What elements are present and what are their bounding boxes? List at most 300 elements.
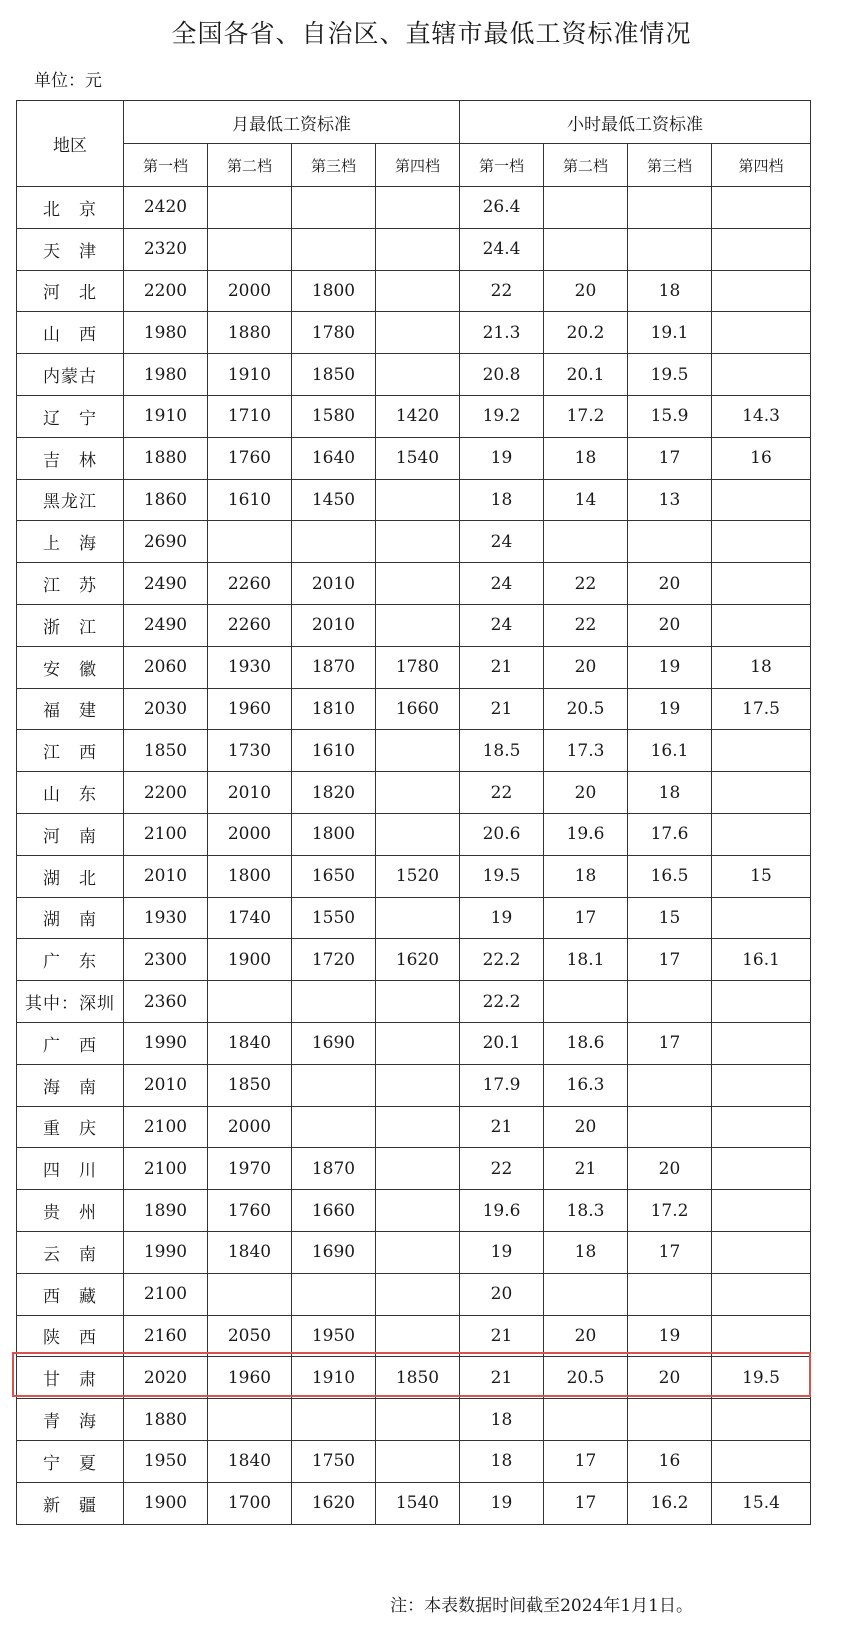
hourly-tier-4-cell <box>712 813 811 855</box>
hourly-tier-3-cell <box>628 228 712 270</box>
table-row <box>17 479 811 521</box>
hourly-tier-3-cell <box>628 187 712 229</box>
monthly-tier-1-cell: 1860 <box>124 479 208 521</box>
region-cell: 江 苏 <box>17 563 124 605</box>
monthly-tier-4-cell <box>376 479 460 521</box>
hourly-tier-4-cell <box>712 354 811 396</box>
monthly-tier-4-cell <box>376 1273 460 1315</box>
table-row <box>17 730 811 772</box>
hourly-tier-1-cell: 18 <box>460 479 544 521</box>
hourly-tier-1-cell: 17.9 <box>460 1064 544 1106</box>
hourly-tier-2-cell <box>544 228 628 270</box>
monthly-tier-2-cell: 2050 <box>208 1315 292 1357</box>
monthly-tier-2-cell: 2000 <box>208 1106 292 1148</box>
region-cell: 重 庆 <box>17 1106 124 1148</box>
hourly-tier-4-cell: 16 <box>712 437 811 479</box>
hourly-tier-3-cell: 16 <box>628 1440 712 1482</box>
monthly-tier-1-cell: 1880 <box>124 437 208 479</box>
hourly-tier-1-cell: 20.1 <box>460 1022 544 1064</box>
table-row <box>17 688 811 730</box>
monthly-tier-2-cell: 1700 <box>208 1482 292 1524</box>
hourly-tier-4-cell: 18 <box>712 646 811 688</box>
monthly-tier-4-cell <box>376 1399 460 1441</box>
monthly-tier-2-cell: 1910 <box>208 354 292 396</box>
hourly-tier-1-cell: 18 <box>460 1399 544 1441</box>
monthly-tier-4-cell <box>376 604 460 646</box>
region-cell: 河 北 <box>17 270 124 312</box>
hourly-tier-1-cell: 19.5 <box>460 855 544 897</box>
hourly-tier-4-cell: 19.5 <box>712 1357 811 1399</box>
monthly-tier-2-cell: 1610 <box>208 479 292 521</box>
hourly-tier-1-cell: 20.8 <box>460 354 544 396</box>
region-cell: 福 建 <box>17 688 124 730</box>
monthly-tier-1-cell: 2160 <box>124 1315 208 1357</box>
monthly-tier-2-cell: 1970 <box>208 1148 292 1190</box>
hourly-tier-2-cell <box>544 1273 628 1315</box>
region-cell: 安 徽 <box>17 646 124 688</box>
hourly-tier-1-cell: 21 <box>460 1315 544 1357</box>
region-cell: 西 藏 <box>17 1273 124 1315</box>
hourly-tier-1-cell: 19.6 <box>460 1190 544 1232</box>
hourly-tier-1-cell: 19.2 <box>460 395 544 437</box>
monthly-tier-1-cell: 2300 <box>124 939 208 981</box>
monthly-tier-2-cell: 2000 <box>208 813 292 855</box>
hourly-tier-3-cell: 15.9 <box>628 395 712 437</box>
monthly-tier-3-cell: 1870 <box>292 646 376 688</box>
table-row <box>17 228 811 270</box>
region-cell: 江 西 <box>17 730 124 772</box>
hourly-tier-1-cell: 24.4 <box>460 228 544 270</box>
hourly-tier-1-cell: 18 <box>460 1440 544 1482</box>
monthly-tier-3-cell: 1810 <box>292 688 376 730</box>
monthly-tier-2-cell: 1800 <box>208 855 292 897</box>
monthly-tier-2-cell: 1840 <box>208 1231 292 1273</box>
monthly-tier-4-cell: 1520 <box>376 855 460 897</box>
monthly-tier-3-cell: 1910 <box>292 1357 376 1399</box>
table-row <box>17 1440 811 1482</box>
monthly-tier-2-cell: 1740 <box>208 897 292 939</box>
hourly-tier-2-cell: 21 <box>544 1148 628 1190</box>
monthly-tier-4-cell <box>376 563 460 605</box>
monthly-tier-3-cell: 1690 <box>292 1022 376 1064</box>
hourly-tier-3-cell: 17.2 <box>628 1190 712 1232</box>
monthly-tier-4-cell: 1660 <box>376 688 460 730</box>
monthly-tier-1-cell: 2320 <box>124 228 208 270</box>
monthly-tier-4-cell <box>376 981 460 1023</box>
hourly-tier-4-cell <box>712 228 811 270</box>
hourly-tier-1-cell: 24 <box>460 521 544 563</box>
region-cell: 山 东 <box>17 772 124 814</box>
hourly-tier-1-cell: 21 <box>460 688 544 730</box>
hourly-tier-4-cell: 15 <box>712 855 811 897</box>
hourly-tier-3-cell: 16.1 <box>628 730 712 772</box>
table-row <box>17 604 811 646</box>
hourly-tier-3-cell: 19.1 <box>628 312 712 354</box>
table-row <box>17 1482 811 1524</box>
monthly-tier-3-cell: 1550 <box>292 897 376 939</box>
hourly-tier-4-cell <box>712 730 811 772</box>
monthly-tier-3-cell: 1690 <box>292 1231 376 1273</box>
table-row <box>17 855 811 897</box>
monthly-tier-3-cell <box>292 1064 376 1106</box>
hourly-tier-3-cell: 13 <box>628 479 712 521</box>
table-row <box>17 646 811 688</box>
hourly-tier-1-header: 第一档 <box>460 144 544 187</box>
table-row <box>17 939 811 981</box>
hourly-tier-1-cell: 26.4 <box>460 187 544 229</box>
hourly-tier-2-cell: 18.1 <box>544 939 628 981</box>
monthly-tier-1-cell: 2360 <box>124 981 208 1023</box>
table-row <box>17 1357 811 1399</box>
hourly-tier-2-cell <box>544 981 628 1023</box>
hourly-tier-3-cell: 20 <box>628 1148 712 1190</box>
hourly-tier-4-cell <box>712 772 811 814</box>
monthly-tier-2-cell <box>208 1273 292 1315</box>
monthly-tier-4-cell <box>376 1315 460 1357</box>
monthly-tier-3-cell: 1850 <box>292 354 376 396</box>
monthly-tier-3-header: 第三档 <box>292 144 376 187</box>
hourly-tier-2-cell: 20.5 <box>544 688 628 730</box>
hourly-tier-4-cell <box>712 1440 811 1482</box>
table-row <box>17 981 811 1023</box>
region-cell: 广 西 <box>17 1022 124 1064</box>
region-cell: 贵 州 <box>17 1190 124 1232</box>
monthly-tier-1-cell: 2060 <box>124 646 208 688</box>
monthly-tier-4-cell <box>376 1190 460 1232</box>
monthly-tier-2-cell <box>208 187 292 229</box>
region-cell: 湖 北 <box>17 855 124 897</box>
monthly-tier-3-cell <box>292 1273 376 1315</box>
monthly-tier-4-cell: 1540 <box>376 437 460 479</box>
monthly-tier-3-cell <box>292 981 376 1023</box>
hourly-tier-4-cell <box>712 1148 811 1190</box>
hourly-tier-4-cell <box>712 1064 811 1106</box>
monthly-tier-1-cell: 1880 <box>124 1399 208 1441</box>
table-row <box>17 1022 811 1064</box>
hourly-tier-4-cell <box>712 1022 811 1064</box>
hourly-tier-4-cell: 17.5 <box>712 688 811 730</box>
hourly-tier-4-cell <box>712 1315 811 1357</box>
region-cell: 河 南 <box>17 813 124 855</box>
hourly-tier-2-cell: 17 <box>544 897 628 939</box>
hourly-tier-3-cell: 17 <box>628 1022 712 1064</box>
monthly-tier-4-cell: 1620 <box>376 939 460 981</box>
hourly-tier-4-cell <box>712 1399 811 1441</box>
monthly-tier-2-cell: 1930 <box>208 646 292 688</box>
hourly-tier-2-cell: 17.2 <box>544 395 628 437</box>
hourly-tier-3-cell <box>628 521 712 563</box>
monthly-tier-2-cell <box>208 981 292 1023</box>
hourly-tier-4-cell <box>712 981 811 1023</box>
hourly-tier-4-header: 第四档 <box>712 144 811 187</box>
region-cell: 海 南 <box>17 1064 124 1106</box>
table-row <box>17 395 811 437</box>
hourly-tier-4-cell <box>712 1106 811 1148</box>
monthly-tier-4-cell <box>376 1022 460 1064</box>
hourly-tier-1-cell: 22.2 <box>460 981 544 1023</box>
monthly-tier-4-cell: 1540 <box>376 1482 460 1524</box>
monthly-tier-2-cell: 1760 <box>208 1190 292 1232</box>
monthly-tier-3-cell <box>292 228 376 270</box>
monthly-tier-2-cell: 1880 <box>208 312 292 354</box>
monthly-tier-2-cell: 1960 <box>208 688 292 730</box>
hourly-tier-3-cell: 19 <box>628 646 712 688</box>
monthly-tier-4-cell <box>376 187 460 229</box>
monthly-tier-3-cell: 1870 <box>292 1148 376 1190</box>
table-row <box>17 521 811 563</box>
hourly-tier-3-cell: 19 <box>628 1315 712 1357</box>
monthly-tier-3-cell: 1820 <box>292 772 376 814</box>
hourly-tier-3-cell: 19 <box>628 688 712 730</box>
monthly-tier-2-cell: 1900 <box>208 939 292 981</box>
monthly-tier-2-cell: 2260 <box>208 604 292 646</box>
hourly-tier-2-cell: 17.3 <box>544 730 628 772</box>
monthly-tier-2-cell: 2260 <box>208 563 292 605</box>
hourly-tier-2-header: 第二档 <box>544 144 628 187</box>
monthly-tier-4-cell <box>376 897 460 939</box>
monthly-tier-2-cell <box>208 228 292 270</box>
monthly-tier-2-cell: 1760 <box>208 437 292 479</box>
region-cell: 青 海 <box>17 1399 124 1441</box>
hourly-tier-4-cell <box>712 521 811 563</box>
hourly-tier-2-cell: 18 <box>544 1231 628 1273</box>
table-row <box>17 437 811 479</box>
monthly-tier-3-cell: 1580 <box>292 395 376 437</box>
monthly-tier-3-cell <box>292 521 376 563</box>
region-cell: 吉 林 <box>17 437 124 479</box>
hourly-tier-3-cell: 17 <box>628 939 712 981</box>
hourly-tier-3-cell: 16.5 <box>628 855 712 897</box>
table-row <box>17 187 811 229</box>
monthly-tier-3-cell <box>292 1106 376 1148</box>
hourly-tier-1-cell: 19 <box>460 1482 544 1524</box>
table-row <box>17 1231 811 1273</box>
table-row <box>17 354 811 396</box>
hourly-tier-1-cell: 21.3 <box>460 312 544 354</box>
hourly-tier-2-cell: 18.3 <box>544 1190 628 1232</box>
monthly-tier-3-cell: 2010 <box>292 604 376 646</box>
region-cell: 上 海 <box>17 521 124 563</box>
monthly-tier-4-cell <box>376 1148 460 1190</box>
monthly-tier-2-cell: 1960 <box>208 1357 292 1399</box>
monthly-tier-1-cell: 2490 <box>124 563 208 605</box>
hourly-tier-1-cell: 22.2 <box>460 939 544 981</box>
region-cell: 陕 西 <box>17 1315 124 1357</box>
hourly-tier-1-cell: 24 <box>460 563 544 605</box>
hourly-tier-3-cell: 20 <box>628 604 712 646</box>
hourly-tier-4-cell: 14.3 <box>712 395 811 437</box>
hourly-tier-3-cell <box>628 1064 712 1106</box>
monthly-tier-1-header: 第一档 <box>124 144 208 187</box>
monthly-tier-2-header: 第二档 <box>208 144 292 187</box>
monthly-tier-3-cell <box>292 1399 376 1441</box>
monthly-tier-3-cell: 1800 <box>292 813 376 855</box>
table-row <box>17 563 811 605</box>
hourly-tier-2-cell: 20 <box>544 1106 628 1148</box>
hourly-tier-3-cell: 17 <box>628 1231 712 1273</box>
hourly-tier-3-cell: 17 <box>628 437 712 479</box>
monthly-tier-4-cell <box>376 730 460 772</box>
monthly-tier-3-cell: 1800 <box>292 270 376 312</box>
region-header: 地区 <box>17 101 124 187</box>
monthly-tier-2-cell <box>208 1399 292 1441</box>
monthly-tier-1-cell: 2030 <box>124 688 208 730</box>
monthly-tier-2-cell: 1850 <box>208 1064 292 1106</box>
region-cell: 其中：深圳 <box>17 981 124 1023</box>
region-cell: 黑龙江 <box>17 479 124 521</box>
monthly-tier-1-cell: 1990 <box>124 1022 208 1064</box>
monthly-tier-1-cell: 1890 <box>124 1190 208 1232</box>
hourly-tier-2-cell: 14 <box>544 479 628 521</box>
table-body <box>17 187 811 1525</box>
monthly-tier-1-cell: 2690 <box>124 521 208 563</box>
monthly-tier-4-cell <box>376 521 460 563</box>
hourly-tier-3-cell <box>628 1399 712 1441</box>
monthly-tier-2-cell: 2000 <box>208 270 292 312</box>
region-cell: 山 西 <box>17 312 124 354</box>
hourly-tier-1-cell: 21 <box>460 1106 544 1148</box>
hourly-tier-4-cell <box>712 312 811 354</box>
table-row <box>17 270 811 312</box>
region-cell: 新 疆 <box>17 1482 124 1524</box>
monthly-tier-3-cell: 1610 <box>292 730 376 772</box>
monthly-tier-4-cell: 1780 <box>376 646 460 688</box>
hourly-tier-2-cell: 20.1 <box>544 354 628 396</box>
monthly-tier-3-cell: 1660 <box>292 1190 376 1232</box>
hourly-tier-4-cell <box>712 479 811 521</box>
region-cell: 天 津 <box>17 228 124 270</box>
monthly-tier-1-cell: 1980 <box>124 354 208 396</box>
monthly-tier-3-cell: 1950 <box>292 1315 376 1357</box>
hourly-tier-4-cell <box>712 270 811 312</box>
region-cell: 内蒙古 <box>17 354 124 396</box>
monthly-tier-2-cell: 2010 <box>208 772 292 814</box>
monthly-tier-1-cell: 2100 <box>124 813 208 855</box>
hourly-tier-2-cell: 19.6 <box>544 813 628 855</box>
monthly-tier-1-cell: 2100 <box>124 1273 208 1315</box>
unit-label: 单位：元 <box>34 71 102 91</box>
monthly-tier-4-cell <box>376 354 460 396</box>
monthly-tier-1-cell: 1850 <box>124 730 208 772</box>
monthly-tier-1-cell: 2100 <box>124 1148 208 1190</box>
hourly-tier-2-cell: 20 <box>544 772 628 814</box>
region-cell: 辽 宁 <box>17 395 124 437</box>
hourly-tier-3-cell: 18 <box>628 772 712 814</box>
table-row <box>17 1106 811 1148</box>
hourly-tier-1-cell: 18.5 <box>460 730 544 772</box>
hourly-tier-1-cell: 22 <box>460 1148 544 1190</box>
hourly-tier-4-cell: 15.4 <box>712 1482 811 1524</box>
hourly-tier-1-cell: 21 <box>460 646 544 688</box>
hourly-tier-4-cell <box>712 897 811 939</box>
monthly-tier-1-cell: 1930 <box>124 897 208 939</box>
hourly-tier-1-cell: 22 <box>460 270 544 312</box>
hourly-tier-2-cell: 16.3 <box>544 1064 628 1106</box>
hourly-tier-3-header: 第三档 <box>628 144 712 187</box>
monthly-tier-4-cell: 1850 <box>376 1357 460 1399</box>
region-cell: 宁 夏 <box>17 1440 124 1482</box>
region-cell: 北 京 <box>17 187 124 229</box>
hourly-tier-1-cell: 19 <box>460 437 544 479</box>
hourly-tier-2-cell: 20.2 <box>544 312 628 354</box>
hourly-tier-4-cell <box>712 563 811 605</box>
table-row <box>17 1273 811 1315</box>
hourly-tier-3-cell: 20 <box>628 1357 712 1399</box>
hourly-tier-2-cell: 22 <box>544 604 628 646</box>
hourly-tier-2-cell: 18.6 <box>544 1022 628 1064</box>
hourly-tier-1-cell: 19 <box>460 897 544 939</box>
table-row <box>17 1148 811 1190</box>
monthly-tier-1-cell: 1950 <box>124 1440 208 1482</box>
table-row <box>17 813 811 855</box>
hourly-tier-3-cell <box>628 981 712 1023</box>
monthly-tier-3-cell: 1450 <box>292 479 376 521</box>
table-row <box>17 772 811 814</box>
hourly-tier-3-cell: 15 <box>628 897 712 939</box>
hourly-tier-1-cell: 21 <box>460 1357 544 1399</box>
hourly-tier-3-cell <box>628 1106 712 1148</box>
hourly-tier-2-cell: 18 <box>544 437 628 479</box>
monthly-tier-1-cell: 2420 <box>124 187 208 229</box>
region-cell: 甘 肃 <box>17 1357 124 1399</box>
monthly-tier-1-cell: 2490 <box>124 604 208 646</box>
monthly-tier-1-cell: 2200 <box>124 270 208 312</box>
table-row <box>17 1064 811 1106</box>
monthly-tier-1-cell: 2010 <box>124 1064 208 1106</box>
minimum-wage-table <box>16 100 811 1525</box>
monthly-tier-4-header: 第四档 <box>376 144 460 187</box>
table-row <box>17 1315 811 1357</box>
monthly-tier-1-cell: 2010 <box>124 855 208 897</box>
hourly-tier-4-cell <box>712 604 811 646</box>
monthly-tier-1-cell: 1980 <box>124 312 208 354</box>
hourly-tier-3-cell <box>628 1273 712 1315</box>
header-row-tiers <box>17 144 811 187</box>
table-row <box>17 1190 811 1232</box>
hourly-tier-2-cell <box>544 1399 628 1441</box>
hourly-tier-1-cell: 22 <box>460 772 544 814</box>
monthly-tier-4-cell <box>376 1064 460 1106</box>
hourly-tier-4-cell <box>712 1190 811 1232</box>
hourly-tier-2-cell: 20.5 <box>544 1357 628 1399</box>
hourly-tier-3-cell: 18 <box>628 270 712 312</box>
monthly-tier-2-cell: 1840 <box>208 1022 292 1064</box>
hourly-tier-2-cell: 20 <box>544 1315 628 1357</box>
monthly-tier-3-cell: 1750 <box>292 1440 376 1482</box>
monthly-tier-4-cell <box>376 312 460 354</box>
monthly-tier-2-cell: 1710 <box>208 395 292 437</box>
monthly-tier-1-cell: 1900 <box>124 1482 208 1524</box>
footnote: 注：本表数据时间截至2024年1月1日。 <box>390 1596 693 1616</box>
hourly-standard-header: 小时最低工资标准 <box>460 101 811 144</box>
hourly-tier-3-cell: 17.6 <box>628 813 712 855</box>
hourly-tier-1-cell: 20 <box>460 1273 544 1315</box>
hourly-tier-4-cell: 16.1 <box>712 939 811 981</box>
header-row-groups <box>17 101 811 144</box>
hourly-tier-3-cell: 19.5 <box>628 354 712 396</box>
hourly-tier-2-cell <box>544 187 628 229</box>
hourly-tier-4-cell <box>712 1273 811 1315</box>
hourly-tier-2-cell: 20 <box>544 646 628 688</box>
hourly-tier-4-cell <box>712 1231 811 1273</box>
hourly-tier-2-cell: 17 <box>544 1440 628 1482</box>
monthly-tier-2-cell: 1730 <box>208 730 292 772</box>
monthly-tier-4-cell <box>376 1106 460 1148</box>
monthly-tier-1-cell: 2100 <box>124 1106 208 1148</box>
table-row <box>17 897 811 939</box>
hourly-tier-2-cell: 20 <box>544 270 628 312</box>
monthly-tier-3-cell: 1780 <box>292 312 376 354</box>
